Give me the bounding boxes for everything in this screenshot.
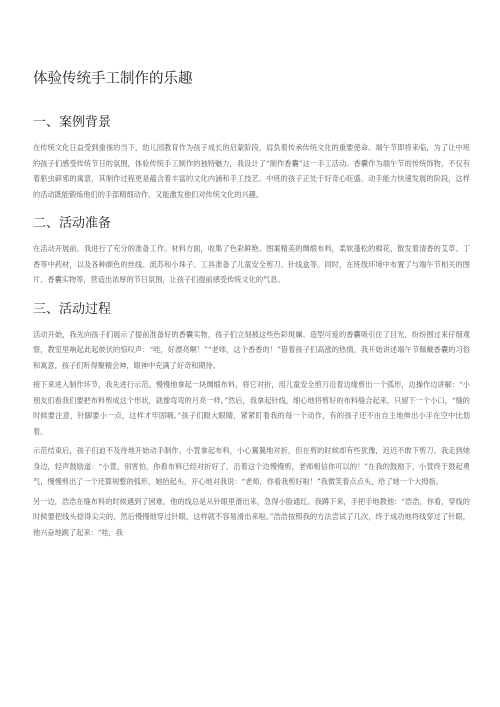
- section-activity-preparation: [33, 216, 470, 288]
- paragraph: 接下来进入制作环节，我先进行示范。慢慢地拿起一块绸缎布料，将它对折，用儿童安全剪刀沿着边缘剪出一个弧形，边操作边讲解：“小朋友们看我们要把布料剪成这个形状，就像弯弯的月亮一样。”然后，我拿起针线，细心地将剪好的布料缝合起来，只留下一个小口，“缝的时候要注意，针脚要小一点，这样才牢固哦。”孩子们瞪大眼睛，紧紧盯着我的每一个动作，有的孩子还不由自主地伸出小手在空中比划着。: [33, 380, 470, 436]
- document-title: 体验传统手工制作的乐趣: [33, 71, 193, 87]
- section-case-background: [33, 115, 470, 202]
- section-heading: 二、活动准备: [33, 216, 112, 231]
- paragraph: 另一边，浩浩在缝布料的时候遇到了困难，他的线总是从针眼里滑出来，急得小脸通红。我蹲下来，手把手地教他：“浩浩，你看，穿线的时候要把线头捻得尖尖的，然后慢慢地穿过针眼，这样就不容易滑出来啦。”浩浩按照我的方法尝试了几次，终于成功地将线穿过了针眼，他兴奋地跳了起来：“哇，我: [33, 496, 470, 537]
- section-heading: 一、案例背景: [33, 115, 112, 130]
- paragraph: 在活动开展前，我进行了充分的准备工作。材料方面，收集了色彩鲜艳、图案精美的绸缎布料，柔软蓬松的棉花，散发着清香的艾草、丁香等中药材，以及各种颜色的丝线、流苏和小珠子。工具准备了儿童安全剪刀、针线盒等。同时，在班级环境中布置了与端午节相关的图片、香囊实物等，营造出浓厚的节日氛围，让孩子们提前感受传统文化的气息。: [33, 244, 470, 284]
- section-heading: 三、活动过程: [33, 301, 112, 317]
- section-activity-process: [33, 302, 470, 541]
- paragraph: 活动开始，我先向孩子们展示了提前准备好的香囊实物，孩子们立刻被这些色彩斑斓、造型可爱的香囊吸引住了目光，纷纷围过来仔细观察，教室里响起此起彼伏的惊叹声：“哇，好漂亮啊！”“老师，这个香香的！”借着孩子们高涨的热情，我开始讲述端午节佩戴香囊的习俗和寓意，孩子们听得聚精会神，眼神中充满了好奇和期待。: [33, 329, 470, 370]
- paragraph: 在传统文化日益受到重视的当下，幼儿园教育作为孩子成长的启蒙阶段，肩负着传承传统文化的重要使命。端午节即将来临，为了让中班的孩子们感受传统节日的氛围，体验传统手工制作的独特魅力，我设计了“制作香囊”这一手工活动。香囊作为端午节的传统饰物，不仅有着驱虫辟邪的寓意，其制作过程更是蕴含着丰富的文化内涵和手工技艺。中班的孩子正处于好奇心旺盛、动手能力快速发展的阶段，这样的活动既能锻炼他们的手部精细动作，又能激发他们对传统文化的兴趣。: [33, 143, 470, 199]
- paragraph: 示范结束后，孩子们迫不及待地开始动手制作。小萱拿起布料，小心翼翼地对折，但在剪的时候却有些犹豫，迟迟不敢下剪刀。我走到她身边，轻声鼓励道：“小萱，别害怕，你看布料已经对折好了，沿着这个边慢慢剪，老师相信你可以的！”在我的鼓励下，小萱终于鼓起勇气，慢慢剪出了一个还算规整的弧形，她抬起头，开心地对我说：“老师，你看我剪好啦！”我微笑着点点头，给了她一个大拇指。: [33, 446, 470, 486]
